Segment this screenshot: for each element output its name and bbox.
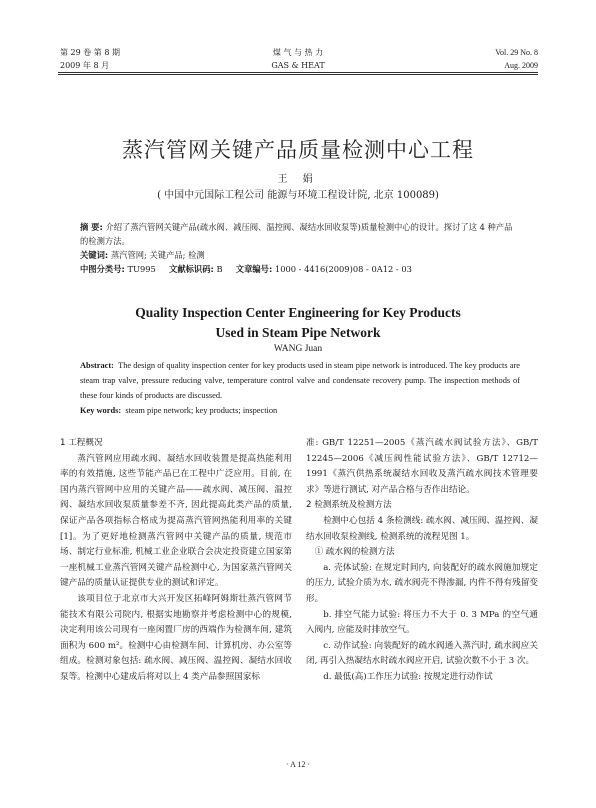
article-title-cn: 蒸汽管网关键产品质量检测中心工程 (122, 138, 474, 162)
paragraph-continued: 准: GB/T 12251—2005《蒸汽疏水阀试验方法》、GB/T 12245—2006《减压阀性能试验方法》、GB/T 12712—1991《蒸汽供热系统凝结水回收及蒸汽疏水阀技术管理要求》等进行测试, 对产品合格与否作出结论。 (306, 438, 538, 495)
title-en-line-1: Quality Inspection Center Engineering for Key Products (135, 305, 461, 320)
header-rule-bottom (58, 74, 538, 75)
abstract-en (80, 358, 520, 403)
issue-date-en: Aug. 2009 (504, 61, 538, 70)
paragraph: d. 最低(高)工作压力试验: 按规定进行动作试 (323, 671, 493, 682)
header-rule-top (58, 72, 538, 73)
class-label: 中图分类号: (80, 264, 125, 274)
subsection-heading: ① 疏水阀的检测方法 (314, 547, 395, 558)
author-cn: 王 娟 (277, 174, 319, 185)
abstract-cn-label: 摘 要: (80, 222, 103, 232)
abstract-en-block (80, 358, 520, 418)
paragraph: 该项目位于北京市大兴开发区拓峰阿姆斯壮蒸汽管网节能技术有限公司院内, 根据实地勘察并考虑检测中心的规模, 决定利用该公司现有一座闲置厂房的西端作为检测车间, 建筑面积为 600 m²。检测中心由检测车间、计算机房、办公室等组成。检测对象包括: 疏水阀、减压阀、温控阀、凝结水回收泵等。检测中心建成后将对以上 4 类产品参照国家标 (60, 593, 292, 682)
abstract-cn-text: 介绍了蒸汽管网关键产品(疏水阀、减压阀、温控阀、凝结水回收泵等)质量检测中心的设计。探讨了这 4 种产品的检测方法。 (80, 222, 513, 246)
issue-date-cn: 2009 年 8 月 (60, 61, 110, 70)
doc-code-label: 文献标识码: (169, 264, 214, 274)
paragraph: c. 动作试验: 向装配好的疏水阀通入蒸汽时, 疏水阀应关闭, 再引入热凝结水时疏水阀应开启, 试验次数不小于 3 次。 (306, 640, 538, 667)
article-number-label: 文章编号: (235, 264, 273, 274)
classification-line (80, 262, 520, 276)
journal-name-cn: 煤 气 与 热 力 (272, 48, 324, 57)
journal-name-en: GAS & HEAT (271, 61, 325, 70)
article-number-value: 1000 - 4416(2009)08 - 0A12 - 03 (274, 264, 412, 274)
class-value: TU995 (127, 264, 156, 274)
keywords-cn-text: 蒸汽管网; 关键产品; 检测 (110, 250, 205, 260)
paragraph: 蒸汽管网应用疏水阀、凝结水回收装置是提高热能利用率的有效措施, 这些节能产品已在工程中广泛应用。目前, 在国内蒸汽管网中应用的关键产品——疏水阀、减压阀、温控阀、凝结水回收泵质量参差不齐, 因此提高此类产品的质量, 保证产品各项指标合格成为提高蒸汽管网热能利用率的关键[1]。为了更好地检测蒸汽管网中关键产品的质量, 规范市场、制定行业标准, 机械工业企业联合会决定投资建立国家第一座机械工业蒸汽管网关键产品检测中心, 为国家蒸汽管网关键产品的质量认证提供专业的测试和评定。 (60, 453, 292, 589)
section-heading: 2 检测系统及检测方法 (306, 500, 392, 511)
keywords-en-label: Key words: (80, 406, 122, 415)
abstract-cn-block (80, 220, 520, 276)
abstract-en-label: Abstract: (80, 361, 114, 370)
keywords-cn (80, 248, 520, 262)
keywords-cn-label: 关键词: (80, 250, 109, 260)
article-title-en (0, 303, 596, 343)
body-column-left (60, 436, 292, 686)
abstract-cn (80, 220, 520, 248)
title-en-line-2: Used in Steam Pipe Network (215, 325, 381, 340)
paragraph: a. 壳体试验: 在规定时间内, 向装配好的疏水阀施加规定的压力, 试验介质为水, 疏水阀壳不得渗漏, 内件不得有残留变形。 (306, 562, 538, 604)
volume-issue: 第 29 卷 第 8 期 (60, 48, 120, 57)
page-number: · A 12 · (285, 760, 311, 769)
volume-issue-en: Vol. 29 No. 8 (495, 48, 538, 57)
affiliation-cn: ( 中国中元国际工程公司 能源与环境工程设计院, 北京 100089) (157, 190, 439, 201)
section-heading: 1 工程概况 (60, 438, 103, 448)
paragraph: 检测中心包括 4 条检测线: 疏水阀、减压阀、温控阀、凝结水回收泵检测线, 检测系统的流程见图 1。 (306, 515, 538, 542)
paragraph: b. 排空气能力试验: 将压力不大于 0. 3 MPa 的空气通入阀内, 应能及时排放空气。 (306, 609, 538, 636)
body-column-right (306, 436, 538, 686)
keywords-en-text: steam pipe network; key products; inspection (125, 406, 278, 415)
author-en: WANG Juan (273, 344, 323, 354)
doc-code-value: B (216, 264, 223, 274)
abstract-en-text: The design of quality inspection center for key products used in steam pipe network is introduced. The key products are steam trap valve, pressure reducing valve, temperature control valve and condensate recovery pump. The inspection methods of these four kinds of products are discussed. (80, 361, 520, 400)
keywords-en (80, 403, 520, 418)
journal-volume-info-en (495, 46, 538, 72)
